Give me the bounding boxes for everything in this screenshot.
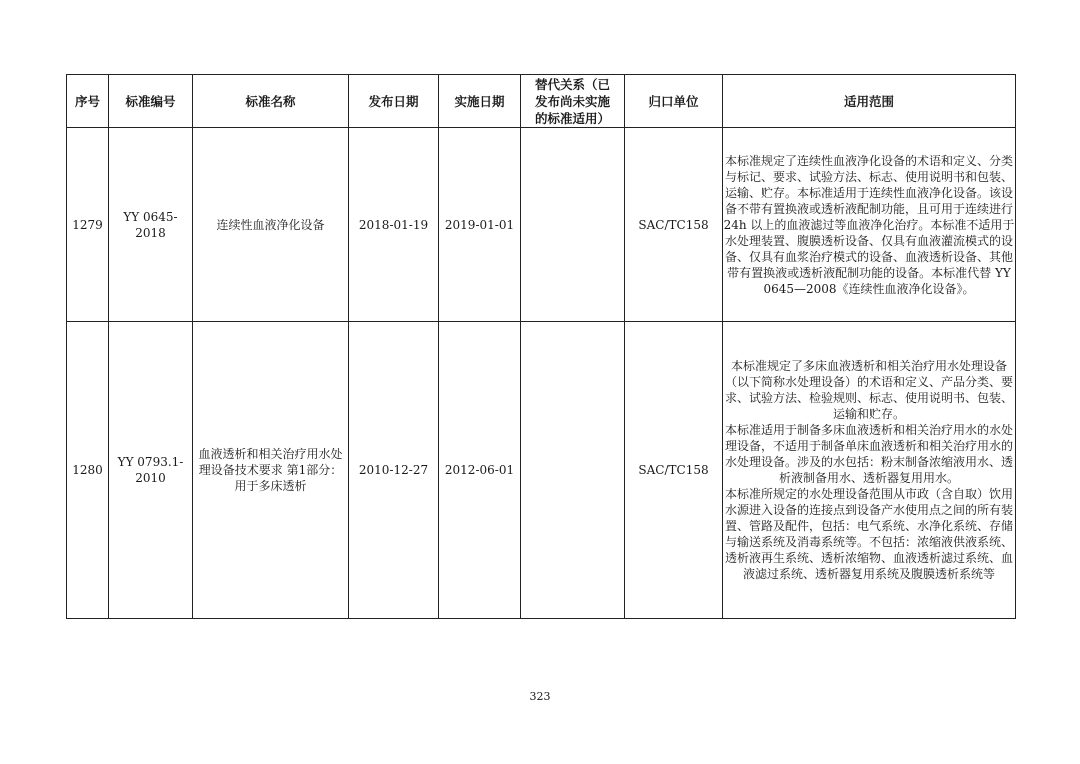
cell-publish-date: 2010-12-27 [349,322,439,619]
header-code: 标准编号 [109,75,193,128]
header-name: 标准名称 [193,75,349,128]
header-scope: 适用范围 [723,75,1016,128]
table-row [67,128,1016,322]
cell-unit: SAC/TC158 [625,128,723,322]
cell-name: 血液透析和相关治疗用水处理设备技术要求 第1部分：用于多床透析 [193,322,349,619]
standards-table [66,74,1016,619]
cell-seq: 1280 [67,322,109,619]
header-unit: 归口单位 [625,75,723,128]
table-header-row [67,75,1016,128]
scope-paragraph: 本标准所规定的水处理设备范围从市政（含自取）饮用水源进入设备的连接点到设备产水使用点之间的所有装置、管路及配件，包括：电气系统、水净化系统、存储与输送系统及消毒系统等。不包括：浓缩液供液系统、透析液再生系统、透析浓缩物、血液透析滤过系统、血液滤过系统、透析器复用系统及腹膜透析系统等 [724,487,1013,581]
cell-seq: 1279 [67,128,109,322]
cell-unit: SAC/TC158 [625,322,723,619]
header-publish-date: 发布日期 [349,75,439,128]
header-replacement: 替代关系（已发布尚未实施的标准适用） [521,75,625,128]
table-row [67,322,1016,619]
scope-paragraph: 本标准适用于制备多床血液透析和相关治疗用水的水处理设备，不适用于制备单床血液透析和相关治疗用水的水处理设备。涉及的水包括：粉末制备浓缩液用水、透析液制备用水、透析器复用用水。 [724,423,1013,485]
cell-scope [723,322,1016,619]
header-implement-date: 实施日期 [439,75,521,128]
page-number: 323 [529,690,551,703]
cell-publish-date: 2018-01-19 [349,128,439,322]
cell-code: YY 0793.1-2010 [109,322,193,619]
header-seq: 序号 [67,75,109,128]
cell-replacement [521,128,625,322]
cell-implement-date: 2012-06-01 [439,322,521,619]
cell-code: YY 0645-2018 [109,128,193,322]
scope-paragraph: 本标准规定了连续性血液净化设备的术语和定义、分类与标记、要求、试验方法、标志、使用说明书和包装、运输、贮存。本标准适用于连续性血液净化设备。该设备不带有置换液或透析液配制功能，且可用于连续进行 24h 以上的血液滤过等血液净化治疗。本标准不适用于水处理装置、腹膜透析设备、仅具有血液灌流模式的设备、仅具有血浆治疗模式的设备、血液透析设备、其他带有置换液或透析液配制功能的设备。本标准代替 YY 0645—2008《连续性血液净化设备》。 [723,153,1015,296]
cell-name: 连续性血液净化设备 [193,128,349,322]
cell-implement-date: 2019-01-01 [439,128,521,322]
cell-replacement [521,322,625,619]
cell-scope [723,128,1016,322]
scope-paragraph: 本标准规定了多床血液透析和相关治疗用水处理设备（以下简称水处理设备）的术语和定义、产品分类、要求、试验方法、检验规则、标志、使用说明书、包装、运输和贮存。 [724,359,1013,421]
